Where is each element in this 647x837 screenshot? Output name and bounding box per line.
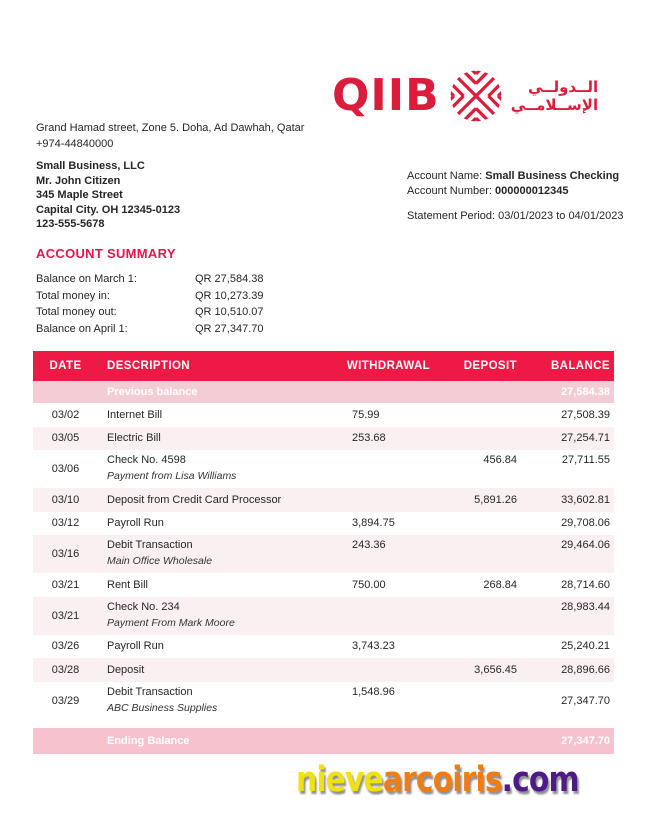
- customer-city: Capital City. OH 12345-0123: [36, 203, 181, 216]
- table-header-row: [33, 351, 614, 381]
- account-summary-list: [36, 271, 264, 337]
- qiib-wordmark: QIIB: [332, 70, 440, 121]
- table-row: 03/05 Electric Bill 253.68 27,254.71: [33, 427, 614, 451]
- bank-address-line: Grand Hamad street, Zone 5. Doha, Ad Dawhah, Qatar: [36, 122, 305, 134]
- table-row: 03/21 Check No. 234 Payment From Mark Moore 28,983.44: [33, 597, 614, 635]
- summary-row: [36, 321, 264, 338]
- bank-logo: [332, 68, 598, 124]
- summary-row: [36, 271, 264, 288]
- ending-balance-label: Ending Balance: [107, 734, 190, 747]
- customer-phone: 123-555-5678: [36, 218, 105, 231]
- account-number-label: Account Number:: [407, 185, 496, 198]
- row-note: Payment from Lisa Williams: [107, 470, 237, 482]
- statement-period: Statement Period: 03/01/2023 to 04/01/2023: [407, 210, 624, 223]
- previous-balance-label: Previous balance: [107, 386, 198, 398]
- ending-balance-value: 27,347.70: [561, 734, 610, 747]
- logo-arabic-text: [511, 78, 598, 114]
- row-note: Payment From Mark Moore: [107, 616, 235, 629]
- bank-phone: +974-44840000: [36, 138, 114, 150]
- account-name-value: Small Business Checking: [485, 170, 620, 182]
- header-withdrawal: WITHDRAWAL: [346, 360, 431, 372]
- transactions-table: [33, 351, 614, 754]
- row-description: Check No. 4598: [107, 454, 186, 466]
- customer-street: 345 Maple Street: [36, 189, 123, 202]
- table-row: 03/26 Payroll Run 3,743.23 25,240.21: [51, 640, 610, 653]
- account-summary-title: ACCOUNT SUMMARY: [36, 246, 176, 261]
- account-info-block: [407, 169, 624, 225]
- table-row: 03/02 Internet Bill 75.99 27,508.39: [51, 408, 610, 421]
- summary-row: [36, 288, 264, 305]
- logo-arabic-line1: الــدولــي: [528, 78, 599, 96]
- account-number-row: [407, 184, 624, 199]
- table-row: 03/21 Rent Bill 750.00 268.84 28,714.60: [51, 578, 610, 591]
- customer-name: Mr. John Citizen: [36, 174, 121, 187]
- row-description: Debit Transaction: [107, 539, 193, 551]
- qiib-emblem-icon: [449, 69, 503, 123]
- summary-label: Balance on April 1:: [36, 322, 128, 335]
- customer-address-block: [36, 159, 180, 232]
- summary-value: QR 10,510.07: [195, 306, 264, 319]
- watermark-part-yellow: nieve: [296, 760, 383, 800]
- ending-balance-row: [33, 728, 614, 754]
- table-row: 03/29 Debit Transaction ABC Business Supplies 1,548.96 27,347.70: [51, 685, 610, 714]
- header-description: DESCRIPTION: [107, 360, 190, 372]
- bank-address-block: [36, 120, 304, 152]
- summary-row: [36, 304, 264, 321]
- customer-company: Small Business, LLC: [36, 160, 145, 172]
- previous-balance-row: [33, 381, 614, 403]
- account-number-value: 000000012345: [495, 185, 569, 198]
- row-description: Debit Transaction: [107, 685, 193, 698]
- account-name-label: Account Name:: [407, 170, 486, 182]
- table-row: 03/10 Deposit from Credit Card Processor 5,891.26 33,602.81: [33, 488, 614, 512]
- summary-label: Balance on March 1:: [36, 273, 137, 285]
- header-deposit: DEPOSIT: [463, 360, 517, 372]
- header-balance: BALANCE: [550, 360, 610, 372]
- table-row: 03/12 Payroll Run 3,894.75 29,708.06: [51, 517, 610, 530]
- summary-value: QR 10,273.39: [195, 289, 264, 302]
- previous-balance-value: 27,584.38: [561, 386, 610, 398]
- watermark-part-orange: arcoiris: [382, 760, 502, 800]
- site-watermark: [296, 760, 579, 800]
- summary-value: QR 27,584.38: [195, 273, 264, 285]
- summary-label: Total money in:: [36, 289, 110, 302]
- row-note: Main Office Wholesale: [107, 555, 213, 567]
- watermark-part-purple: .com: [501, 760, 579, 800]
- header-date: DATE: [49, 360, 82, 372]
- summary-value: QR 27,347.70: [195, 322, 264, 335]
- table-row: 03/16 Debit Transaction Main Office Wholesale 243.36 29,464.06: [33, 535, 614, 573]
- row-description: Check No. 234: [107, 600, 180, 613]
- table-row: 03/28 Deposit 3,656.45 28,896.66: [33, 658, 614, 682]
- row-note: ABC Business Supplies: [107, 701, 218, 714]
- table-row: 03/06 Check No. 4598 Payment from Lisa Williams 456.84 27,711.55: [51, 454, 610, 482]
- logo-arabic-line2: الإســلامــي: [510, 96, 599, 114]
- summary-label: Total money out:: [36, 306, 117, 319]
- account-name-row: [407, 169, 624, 184]
